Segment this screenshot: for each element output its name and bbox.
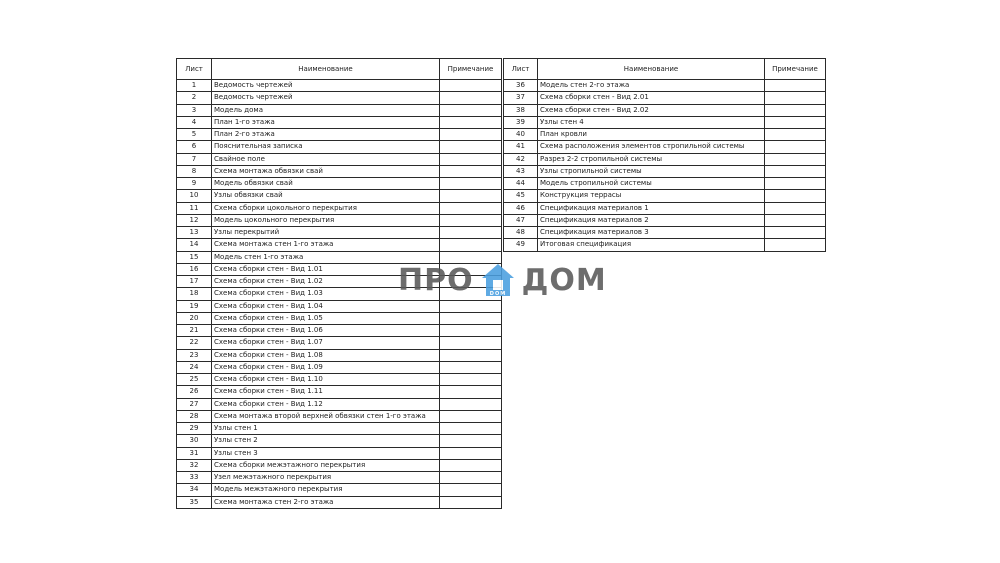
sheet-number-cell: 49	[504, 239, 538, 251]
sheet-name-cell: Ведомость чертежей	[212, 80, 440, 92]
table-row	[177, 92, 502, 104]
sheet-name-cell: Пояснительная записка	[212, 141, 440, 153]
house-icon	[480, 262, 516, 298]
table-row	[504, 153, 826, 165]
sheet-number-cell: 48	[504, 227, 538, 239]
sheet-name-cell: Схема сборки межэтажного перекрытия	[212, 459, 440, 471]
table-row	[177, 239, 502, 251]
sheet-note-cell	[765, 239, 826, 251]
sheet-name-cell: Схема сборки стен - Вид 1.07	[212, 337, 440, 349]
sheet-number-cell: 14	[177, 239, 212, 251]
sheet-note-cell	[440, 190, 502, 202]
sheet-number-cell: 43	[504, 165, 538, 177]
table-row	[504, 104, 826, 116]
sheet-note-cell	[440, 459, 502, 471]
table-row	[504, 165, 826, 177]
sheet-number-cell: 24	[177, 361, 212, 373]
sheet-name-cell: Узлы стен 2	[212, 435, 440, 447]
sheet-number-cell: 32	[177, 459, 212, 471]
sheet-name-cell: Схема монтажа обвязки свай	[212, 165, 440, 177]
sheet-note-cell	[440, 214, 502, 226]
table-row	[504, 190, 826, 202]
sheet-name-cell: Схема сборки стен - Вид 1.06	[212, 325, 440, 337]
sheet-name-cell: Спецификация материалов 2	[538, 214, 765, 226]
table-row	[177, 472, 502, 484]
table-row	[177, 178, 502, 190]
sheet-note-cell	[440, 129, 502, 141]
table-header-row	[504, 59, 826, 80]
sheet-number-cell: 47	[504, 214, 538, 226]
header-name: Наименование	[538, 59, 765, 80]
sheet-note-cell	[440, 472, 502, 484]
sheet-note-cell	[765, 141, 826, 153]
sheet-number-cell: 12	[177, 214, 212, 226]
table-row	[504, 141, 826, 153]
sheet-number-cell: 33	[177, 472, 212, 484]
table-row	[177, 398, 502, 410]
sheet-note-cell	[765, 178, 826, 190]
sheet-note-cell	[440, 325, 502, 337]
sheet-number-cell: 42	[504, 153, 538, 165]
table-row	[177, 325, 502, 337]
table-row	[504, 227, 826, 239]
table-row	[504, 80, 826, 92]
table-row	[177, 300, 502, 312]
sheet-number-cell: 30	[177, 435, 212, 447]
sheet-note-cell	[440, 239, 502, 251]
sheet-number-cell: 39	[504, 116, 538, 128]
sheet-number-cell: 23	[177, 349, 212, 361]
sheet-number-cell: 35	[177, 496, 212, 508]
table-row	[177, 447, 502, 459]
sheet-number-cell: 28	[177, 410, 212, 422]
sheet-note-cell	[440, 141, 502, 153]
sheet-name-cell: Модель стен 1-го этажа	[212, 251, 440, 263]
sheet-note-cell	[440, 92, 502, 104]
sheet-number-cell: 8	[177, 165, 212, 177]
sheet-name-cell: Схема сборки стен - Вид 1.11	[212, 386, 440, 398]
sheet-name-cell: Модель межэтажного перекрытия	[212, 484, 440, 496]
table-row	[504, 202, 826, 214]
sheet-name-cell: Схема сборки стен - Вид 2.01	[538, 92, 765, 104]
table-row	[177, 312, 502, 324]
sheet-number-cell: 6	[177, 141, 212, 153]
sheet-number-cell: 17	[177, 276, 212, 288]
sheet-number-cell: 18	[177, 288, 212, 300]
table-header-row	[177, 59, 502, 80]
sheet-number-cell: 34	[177, 484, 212, 496]
sheet-name-cell: Схема сборки стен - Вид 1.04	[212, 300, 440, 312]
sheet-name-cell: Схема сборки стен - Вид 1.02	[212, 276, 440, 288]
table-body-right	[504, 80, 826, 252]
sheet-name-cell: План кровли	[538, 129, 765, 141]
table-row	[177, 423, 502, 435]
table-row	[504, 129, 826, 141]
sheet-note-cell	[440, 398, 502, 410]
sheet-number-cell: 44	[504, 178, 538, 190]
table-row	[177, 165, 502, 177]
table-row	[177, 349, 502, 361]
sheet-number-cell: 1	[177, 80, 212, 92]
sheet-note-cell	[440, 178, 502, 190]
sheet-name-cell: Схема монтажа стен 1-го этажа	[212, 239, 440, 251]
table-row	[504, 214, 826, 226]
sheet-name-cell: Схема сборки стен - Вид 2.02	[538, 104, 765, 116]
sheet-number-cell: 10	[177, 190, 212, 202]
header-sheet: Лист	[504, 59, 538, 80]
table-row	[504, 116, 826, 128]
sheet-note-cell	[440, 300, 502, 312]
sheet-note-cell	[765, 153, 826, 165]
table-row	[177, 153, 502, 165]
sheet-note-cell	[440, 435, 502, 447]
sheet-name-cell: Разрез 2-2 стропильной системы	[538, 153, 765, 165]
drawing-list-table-right	[503, 58, 826, 252]
table-row	[177, 410, 502, 422]
sheet-number-cell: 40	[504, 129, 538, 141]
sheet-name-cell: Модель стропильной системы	[538, 178, 765, 190]
sheet-number-cell: 29	[177, 423, 212, 435]
header-sheet: Лист	[177, 59, 212, 80]
sheet-name-cell: Спецификация материалов 3	[538, 227, 765, 239]
sheet-number-cell: 21	[177, 325, 212, 337]
sheet-note-cell	[765, 165, 826, 177]
sheet-number-cell: 26	[177, 386, 212, 398]
table-row	[177, 374, 502, 386]
sheet-note-cell	[440, 386, 502, 398]
sheet-note-cell	[765, 129, 826, 141]
sheet-name-cell: Конструкция террасы	[538, 190, 765, 202]
table-row	[177, 496, 502, 508]
sheet-name-cell: Модель стен 2-го этажа	[538, 80, 765, 92]
sheet-name-cell: Свайное поле	[212, 153, 440, 165]
sheet-name-cell: Схема сборки стен - Вид 1.03	[212, 288, 440, 300]
header-note: Примечание	[440, 59, 502, 80]
sheet-note-cell	[440, 423, 502, 435]
sheet-name-cell: Узлы стен 4	[538, 116, 765, 128]
table-row	[177, 435, 502, 447]
sheet-number-cell: 7	[177, 153, 212, 165]
sheet-note-cell	[440, 227, 502, 239]
sheet-note-cell	[765, 116, 826, 128]
table-row	[177, 227, 502, 239]
sheet-number-cell: 41	[504, 141, 538, 153]
table-row	[177, 214, 502, 226]
table-row	[177, 484, 502, 496]
sheet-number-cell: 31	[177, 447, 212, 459]
sheet-note-cell	[765, 80, 826, 92]
sheet-number-cell: 5	[177, 129, 212, 141]
sheet-name-cell: Схема сборки стен - Вид 1.10	[212, 374, 440, 386]
table-row	[177, 386, 502, 398]
sheet-name-cell: Узлы перекрытий	[212, 227, 440, 239]
sheet-number-cell: 38	[504, 104, 538, 116]
sheet-name-cell: Схема расположения элементов стропильной системы	[538, 141, 765, 153]
sheet-note-cell	[765, 202, 826, 214]
logo-text-left: ПРО	[398, 262, 474, 298]
sheet-name-cell: Схема сборки стен - Вид 1.01	[212, 263, 440, 275]
table-row	[504, 178, 826, 190]
sheet-number-cell: 20	[177, 312, 212, 324]
table-row	[177, 202, 502, 214]
sheet-number-cell: 16	[177, 263, 212, 275]
sheet-name-cell: Ведомость чертежей	[212, 92, 440, 104]
sheet-note-cell	[765, 214, 826, 226]
sheet-note-cell	[440, 410, 502, 422]
table-row	[177, 190, 502, 202]
sheet-name-cell: План 2-го этажа	[212, 129, 440, 141]
sheet-note-cell	[440, 312, 502, 324]
sheet-note-cell	[440, 104, 502, 116]
header-name: Наименование	[212, 59, 440, 80]
sheet-note-cell	[765, 104, 826, 116]
sheet-name-cell: Схема сборки стен - Вид 1.05	[212, 312, 440, 324]
sheet-note-cell	[440, 374, 502, 386]
sheet-name-cell: Узлы стропильной системы	[538, 165, 765, 177]
table-row	[177, 361, 502, 373]
sheet-number-cell: 22	[177, 337, 212, 349]
sheet-note-cell	[440, 153, 502, 165]
sheet-note-cell	[440, 80, 502, 92]
table-row	[177, 141, 502, 153]
sheet-name-cell: Узлы стен 3	[212, 447, 440, 459]
table-row	[177, 116, 502, 128]
sheet-note-cell	[440, 484, 502, 496]
sheet-number-cell: 13	[177, 227, 212, 239]
table-row	[177, 129, 502, 141]
sheet-number-cell: 45	[504, 190, 538, 202]
logo-text-right: ДОМ	[521, 262, 607, 298]
sheet-name-cell: Схема сборки стен - Вид 1.08	[212, 349, 440, 361]
sheet-name-cell: Модель обвязки свай	[212, 178, 440, 190]
watermark-logo	[398, 260, 607, 300]
sheet-name-cell: План 1-го этажа	[212, 116, 440, 128]
sheet-note-cell	[440, 361, 502, 373]
sheet-note-cell	[440, 496, 502, 508]
table-row	[177, 337, 502, 349]
sheet-name-cell: Модель цокольного перекрытия	[212, 214, 440, 226]
sheet-name-cell: Узлы обвязки свай	[212, 190, 440, 202]
sheet-note-cell	[765, 92, 826, 104]
table-row	[177, 459, 502, 471]
sheet-name-cell: Модель дома	[212, 104, 440, 116]
sheet-name-cell: Узлы стен 1	[212, 423, 440, 435]
sheet-number-cell: 2	[177, 92, 212, 104]
sheet-note-cell	[765, 190, 826, 202]
sheet-name-cell: Схема монтажа второй верхней обвязки стен 1-го этажа	[212, 410, 440, 422]
table-row	[504, 239, 826, 251]
sheet-name-cell: Итоговая спецификация	[538, 239, 765, 251]
sheet-number-cell: 27	[177, 398, 212, 410]
sheet-note-cell	[440, 447, 502, 459]
sheet-note-cell	[440, 202, 502, 214]
sheet-number-cell: 11	[177, 202, 212, 214]
sheet-note-cell	[440, 349, 502, 361]
sheet-number-cell: 15	[177, 251, 212, 263]
table-row	[504, 92, 826, 104]
sheet-number-cell: 25	[177, 374, 212, 386]
sheet-note-cell	[440, 337, 502, 349]
table-row	[177, 80, 502, 92]
sheet-number-cell: 37	[504, 92, 538, 104]
logo-small-text: DOM	[489, 291, 506, 297]
table-row	[177, 104, 502, 116]
sheet-note-cell	[765, 227, 826, 239]
sheet-number-cell: 4	[177, 116, 212, 128]
header-note: Примечание	[765, 59, 826, 80]
sheet-number-cell: 3	[177, 104, 212, 116]
sheet-note-cell	[440, 116, 502, 128]
sheet-name-cell: Спецификация материалов 1	[538, 202, 765, 214]
sheet-number-cell: 19	[177, 300, 212, 312]
sheet-number-cell: 36	[504, 80, 538, 92]
sheet-name-cell: Схема монтажа стен 2-го этажа	[212, 496, 440, 508]
sheet-name-cell: Схема сборки цокольного перекрытия	[212, 202, 440, 214]
sheet-number-cell: 46	[504, 202, 538, 214]
sheet-number-cell: 9	[177, 178, 212, 190]
sheet-name-cell: Схема сборки стен - Вид 1.12	[212, 398, 440, 410]
sheet-name-cell: Узел межэтажного перекрытия	[212, 472, 440, 484]
sheet-name-cell: Схема сборки стен - Вид 1.09	[212, 361, 440, 373]
sheet-note-cell	[440, 165, 502, 177]
